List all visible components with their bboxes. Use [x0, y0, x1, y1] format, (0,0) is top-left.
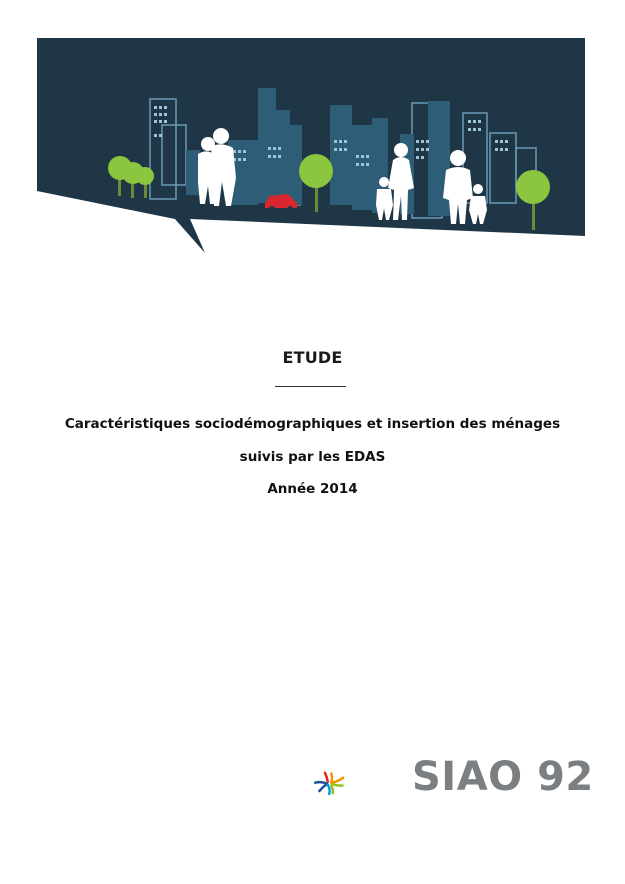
siao-brush-star-icon	[313, 748, 408, 818]
subtitle-line-2: suivis par les EDAS	[239, 449, 386, 465]
document-title: ETUDE	[282, 348, 343, 367]
title-divider	[275, 386, 346, 387]
subtitle-line-1: Caractéristiques sociodémographiques et insertion des ménages	[64, 416, 561, 432]
cover-banner-illustration	[0, 0, 625, 260]
subtitle-line-3: Année 2014	[267, 481, 358, 497]
siao-logo-text: SIAO 92	[412, 754, 594, 800]
banner-background	[37, 38, 585, 253]
